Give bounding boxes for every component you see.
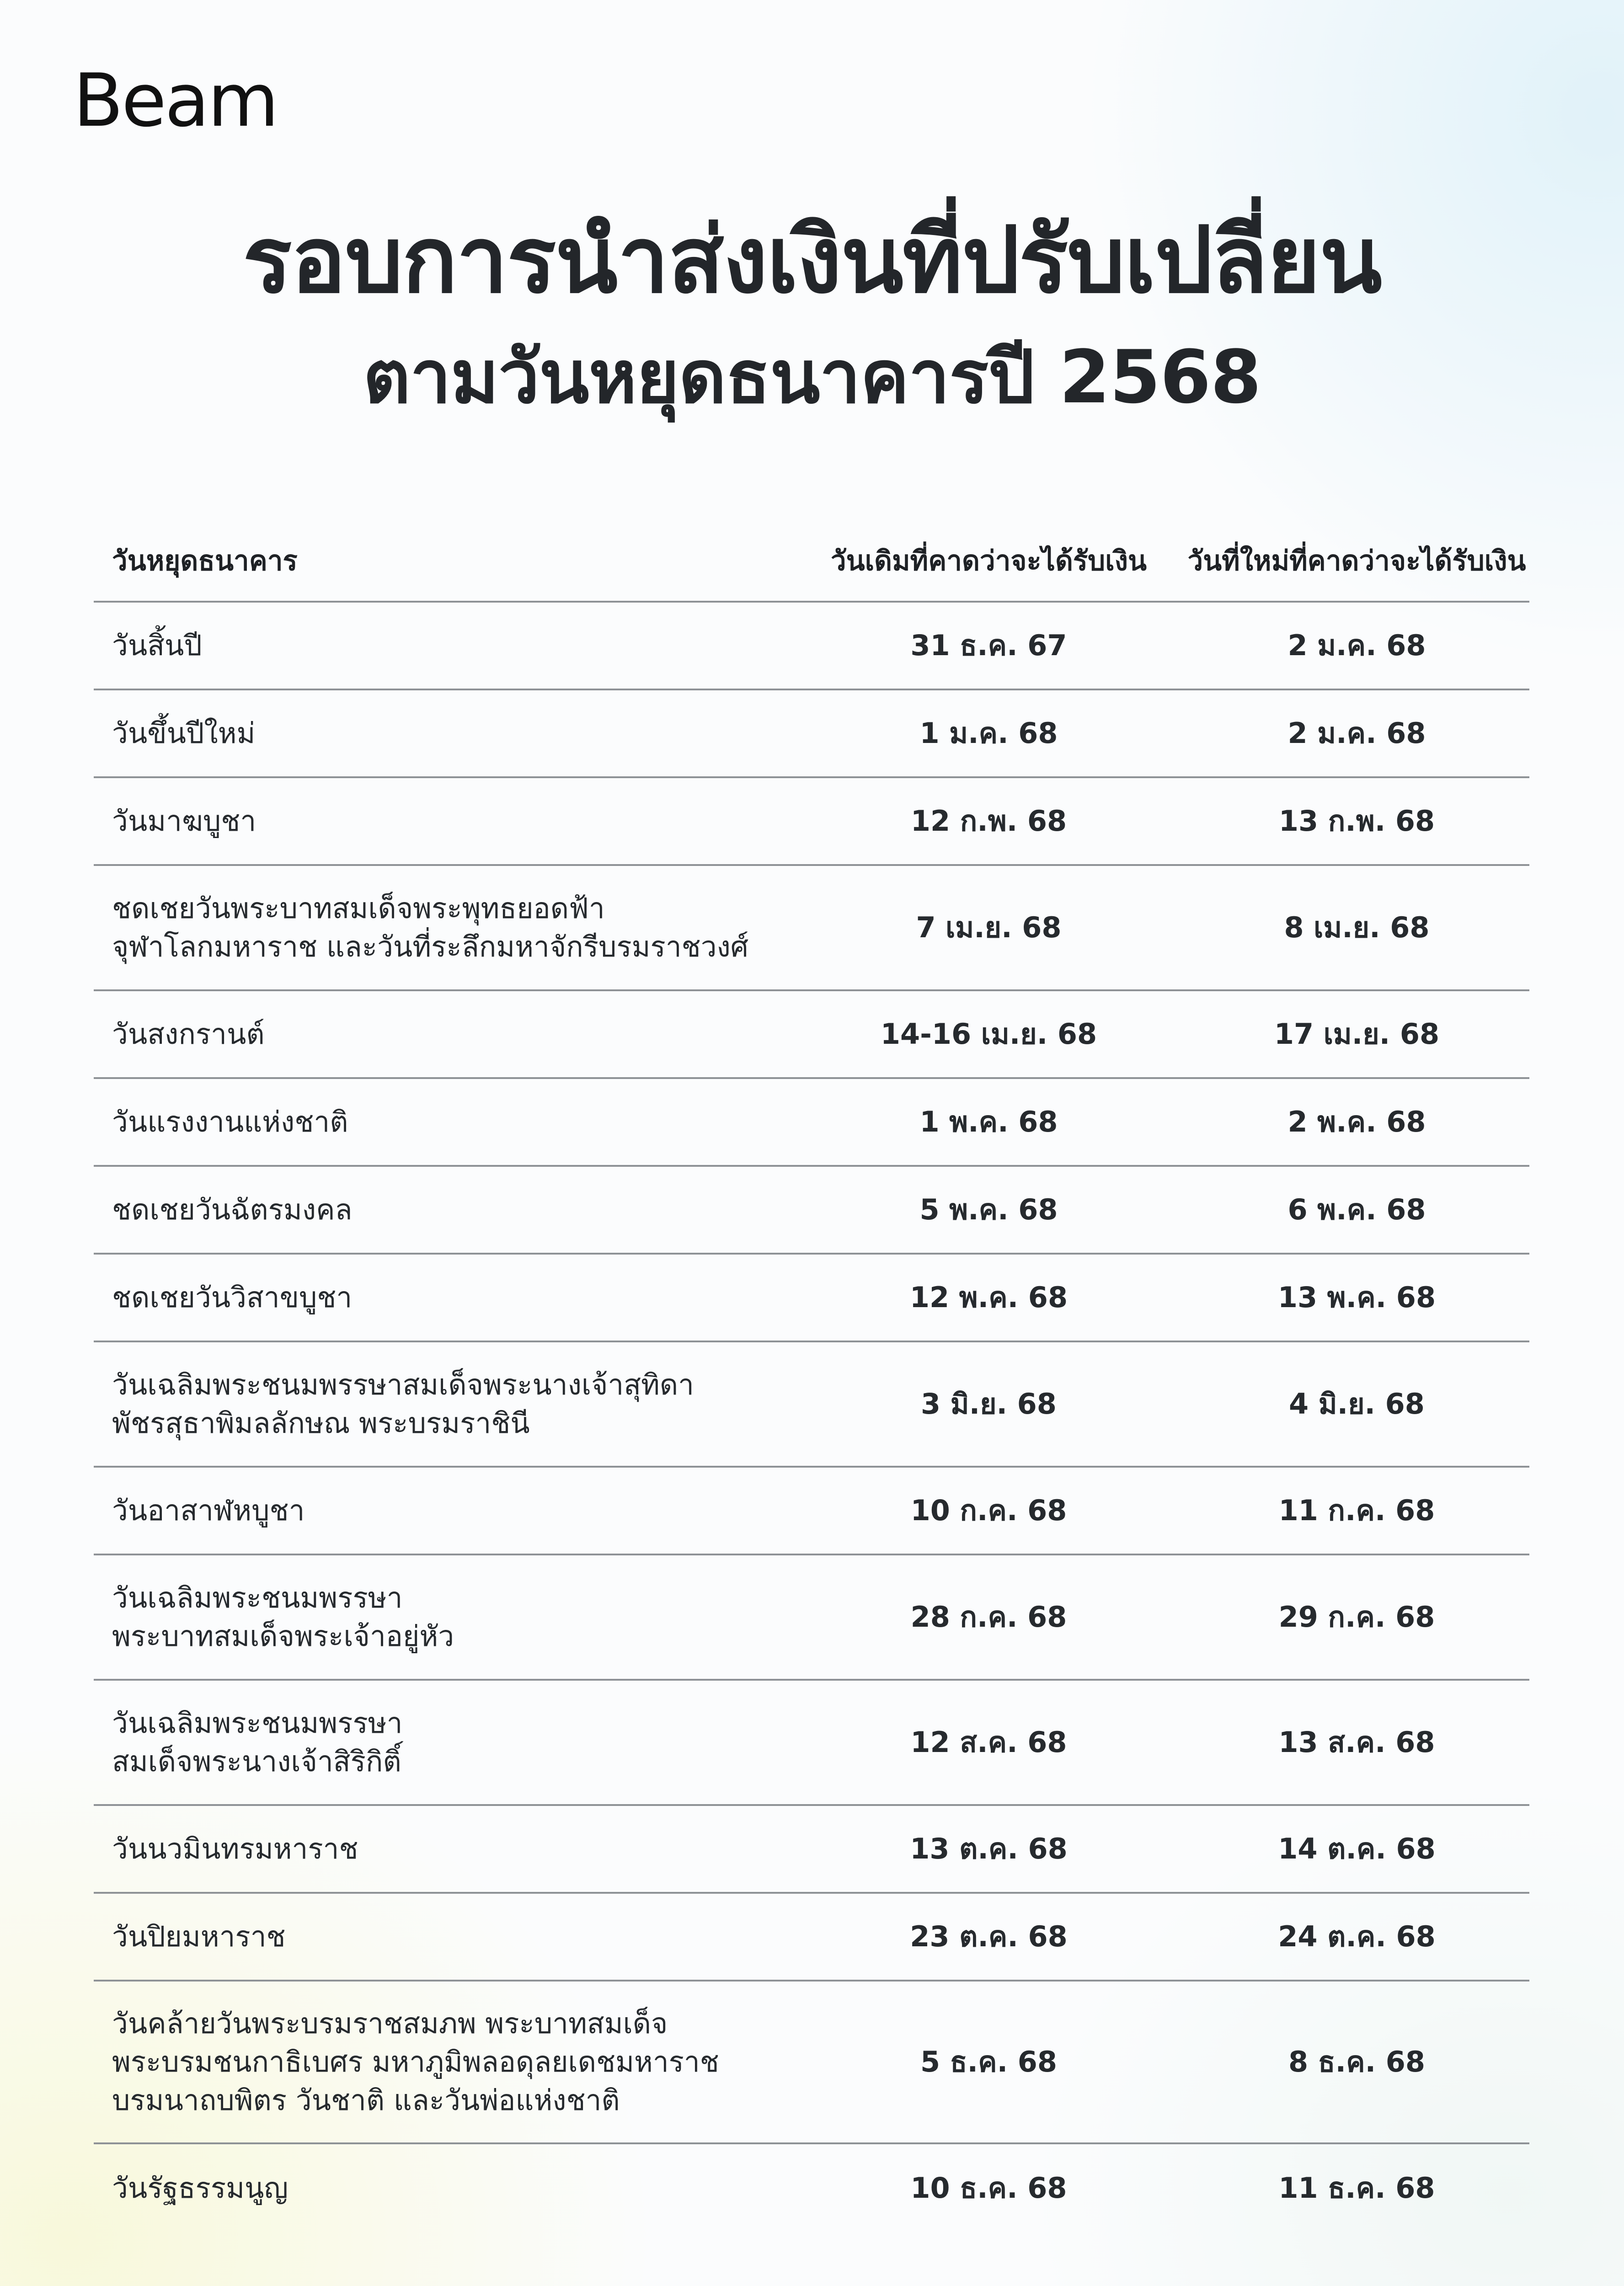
new-date-cell: 13 ส.ค. 68 [1278,1725,1435,1759]
new-date-cell: 4 มิ.ย. 68 [1289,1387,1425,1421]
holiday-name-cell [94,2004,793,2120]
table-row [94,1806,1529,1894]
table-row [94,690,1529,778]
original-date-cell: 10 ธ.ค. 68 [910,2171,1067,2205]
table-row [94,1555,1529,1681]
holiday-name-cell [94,1491,793,1530]
table-body [94,603,1529,2232]
original-date-cell: 23 ต.ค. 68 [910,1920,1068,1953]
table-row [94,1167,1529,1255]
original-date-cell: 13 ต.ค. 68 [910,1832,1068,1865]
holiday-name-line: ชดเชยวันวิสาขบูชา [112,1281,353,1314]
new-date-cell: 13 พ.ค. 68 [1277,1281,1436,1314]
table-row [94,1255,1529,1342]
new-date-cell: 2 พ.ค. 68 [1287,1105,1426,1138]
original-date-cell: 7 เม.ย. 68 [916,911,1062,944]
holiday-name-line: วันขึ้นปีใหม่ [112,716,256,750]
table-row [94,778,1529,866]
holiday-name-cell [94,889,793,966]
original-date-cell: 28 ก.ค. 68 [910,1600,1067,1634]
holiday-name-cell [94,1015,793,1053]
holiday-name-line: สมเด็จพระนางเจ้าสิริกิติ์ [112,1745,401,1778]
table-header-row [94,521,1529,603]
holiday-payout-table [94,521,1529,2232]
holiday-name-line: พัชรสุธาพิมลลักษณ พระบรมราชินี [112,1406,530,1440]
table-row [94,1982,1529,2144]
original-date-cell: 1 พ.ค. 68 [919,1105,1058,1138]
holiday-name-line: วันปิยมหาราช [112,1920,286,1953]
table-row [94,2144,1529,2232]
holiday-name-line: วันคล้ายวันพระบรมราชสมภพ พระบาทสมเด็จ [112,2007,668,2040]
holiday-name-line: วันเฉลิมพระชนมพรรษา [112,1581,403,1614]
holiday-name-cell [94,714,793,753]
holiday-name-line: วันสิ้นปี [112,629,202,662]
table-row [94,866,1529,991]
new-date-cell: 24 ต.ค. 68 [1278,1920,1436,1953]
table-row [94,1468,1529,1555]
holiday-name-line: พระบาทสมเด็จพระเจ้าอยู่หัว [112,1619,454,1653]
original-date-cell: 12 ส.ค. 68 [910,1725,1067,1759]
original-date-cell: 1 ม.ค. 68 [919,716,1058,750]
original-date-cell: 5 พ.ค. 68 [919,1193,1058,1226]
holiday-name-cell [94,1191,793,1229]
new-date-cell: 2 ม.ค. 68 [1287,716,1426,750]
original-date-cell: 12 พ.ค. 68 [909,1281,1068,1314]
holiday-name-cell [94,1103,793,1141]
holiday-name-cell [94,1278,793,1317]
holiday-name-line: วันเฉลิมพระชนมพรรษา [112,1706,403,1740]
holiday-name-line: พระบรมชนกาธิเบศร มหาภูมิพลอดุลยเดชมหาราช [112,2045,719,2078]
original-date-cell: 14-16 เม.ย. 68 [880,1017,1097,1051]
beam-logo: Beam [73,58,278,143]
new-date-cell: 14 ต.ค. 68 [1278,1832,1436,1865]
original-date-cell: 5 ธ.ค. 68 [920,2045,1057,2078]
holiday-name-line: วันสงกรานต์ [112,1017,265,1051]
holiday-name-cell [94,1579,793,1656]
holiday-name-line: บรมนาถบพิตร วันชาติ และวันพ่อแห่งชาติ [112,2083,620,2117]
new-date-cell: 29 ก.ค. 68 [1278,1600,1435,1634]
holiday-name-cell [94,1830,793,1868]
holiday-name-cell [94,1366,793,1442]
new-date-cell: 2 ม.ค. 68 [1287,629,1426,662]
new-date-cell: 6 พ.ค. 68 [1287,1193,1426,1226]
holiday-name-line: วันรัฐธรรมนูญ [112,2171,288,2205]
new-date-cell: 8 เม.ย. 68 [1284,911,1430,944]
holiday-name-cell [94,1917,793,1956]
header-new-date: วันที่ใหม่ที่คาดว่าจะได้รับเงิน [1187,545,1526,577]
holiday-name-cell [94,2169,793,2207]
holiday-name-cell [94,802,793,840]
holiday-name-cell [94,1704,793,1781]
holiday-name-line: จุฬาโลกมหาราช และวันที่ระลึกมหาจักรีบรมราชวงศ์ [112,930,749,963]
holiday-name-cell [94,626,793,665]
table-row [94,1681,1529,1806]
original-date-cell: 3 มิ.ย. 68 [921,1387,1057,1421]
original-date-cell: 10 ก.ค. 68 [910,1494,1067,1527]
holiday-name-line: วันเฉลิมพระชนมพรรษาสมเด็จพระนางเจ้าสุทิดา [112,1368,694,1401]
header-original-date: วันเดิมที่คาดว่าจะได้รับเงิน [830,545,1147,577]
table-row [94,1342,1529,1468]
new-date-cell: 13 ก.พ. 68 [1278,804,1435,838]
table-row [94,603,1529,690]
page-subtitle: ตามวันหยุดธนาคารปี 2568 [363,334,1261,420]
page-title: รอบการนำส่งเงินที่ปรับเปลี่ยน [243,207,1381,314]
holiday-name-line: วันนวมินทรมหาราช [112,1832,358,1865]
original-date-cell: 31 ธ.ค. 67 [910,629,1067,662]
holiday-name-line: วันแรงงานแห่งชาติ [112,1105,348,1138]
holiday-name-line: วันอาสาฬหบูชา [112,1494,305,1527]
holiday-name-line: ชดเชยวันฉัตรมงคล [112,1193,353,1226]
header-holiday: วันหยุดธนาคาร [112,545,298,577]
new-date-cell: 11 ธ.ค. 68 [1278,2171,1435,2205]
table-row [94,1079,1529,1167]
holiday-name-line: ชดเชยวันพระบาทสมเด็จพระพุทธยอดฟ้า [112,892,605,925]
new-date-cell: 11 ก.ค. 68 [1278,1494,1435,1527]
new-date-cell: 17 เม.ย. 68 [1274,1017,1440,1051]
original-date-cell: 12 ก.พ. 68 [910,804,1067,838]
table-row [94,991,1529,1079]
new-date-cell: 8 ธ.ค. 68 [1288,2045,1425,2078]
table-row [94,1894,1529,1982]
holiday-name-line: วันมาฆบูชา [112,804,256,838]
